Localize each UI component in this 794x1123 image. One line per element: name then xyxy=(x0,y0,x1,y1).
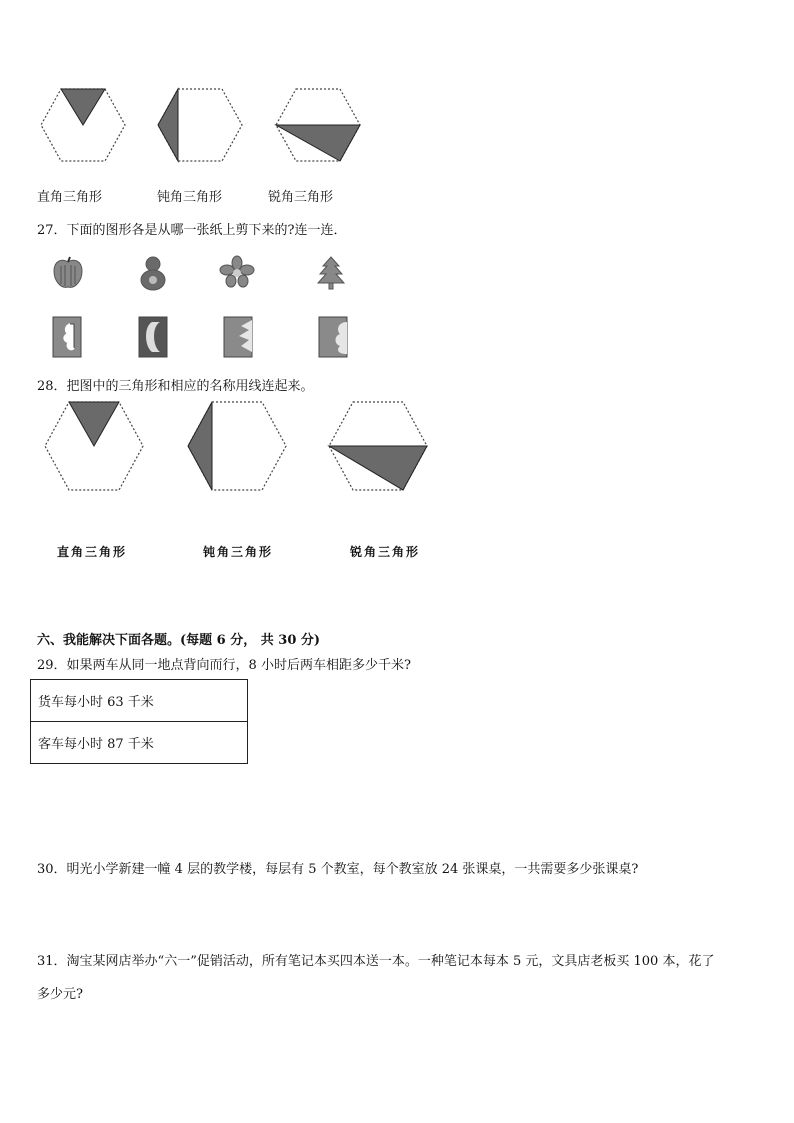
hexagon-figure-1 xyxy=(40,88,126,162)
hexagon-figure-4 xyxy=(44,401,144,491)
q27-question: 27．下面的图形各是从哪一张纸上剪下来的?连一连． xyxy=(37,223,347,238)
q29-question: 29．如果两车从同一地点背向而行，8 小时后两车相距多少千米? xyxy=(37,658,411,673)
q29-speed-table xyxy=(30,679,248,764)
apple-icon xyxy=(52,256,84,290)
q31-question-line2: 多少元? xyxy=(37,987,83,1002)
q26-label-obtuse-triangle: 钝角三角形 xyxy=(157,190,223,205)
q28-label-obtuse-triangle: 钝角三角形 xyxy=(203,545,274,559)
tree-icon xyxy=(317,256,345,290)
q31-question-line1: 31．淘宝某网店举办“六一”促销活动，所有笔记本买四本送一本。一种笔记本每本 5 元，文具店老板买 100 本，花了 xyxy=(37,954,715,969)
paper-cut-4 xyxy=(318,316,348,358)
q28-question: 28．把图中的三角形和相应的名称用线连起来。 xyxy=(37,379,314,394)
q28-label-acute-triangle: 锐角三角形 xyxy=(350,545,421,559)
section-six-title: 六、我能解决下面各题。(每题 6 分， 共 30 分) xyxy=(37,633,321,648)
paper-cut-1 xyxy=(52,316,82,358)
table-row xyxy=(31,722,248,764)
paper-cut-3 xyxy=(223,316,253,358)
table-row xyxy=(31,680,248,722)
q30-question: 30．明光小学新建一幢 4 层的教学楼，每层有 5 个教室，每个教室放 24 张课桌，一共需要多少张课桌? xyxy=(37,862,639,877)
paper-cut-2 xyxy=(138,316,168,358)
hexagon-figure-6 xyxy=(328,401,428,491)
bus-speed-cell: 客车每小时 87 千米 xyxy=(31,722,248,764)
hexagon-figure-3 xyxy=(275,88,361,162)
q26-label-right-triangle: 直角三角形 xyxy=(37,190,103,205)
hexagon-figure-5 xyxy=(187,401,287,491)
q26-label-acute-triangle: 锐角三角形 xyxy=(268,190,334,205)
q28-label-right-triangle: 直角三角形 xyxy=(57,545,128,559)
flower-icon xyxy=(220,256,254,288)
hexagon-figure-2 xyxy=(157,88,243,162)
truck-speed-cell: 货车每小时 63 千米 xyxy=(31,680,248,722)
gourd-icon xyxy=(139,254,167,292)
